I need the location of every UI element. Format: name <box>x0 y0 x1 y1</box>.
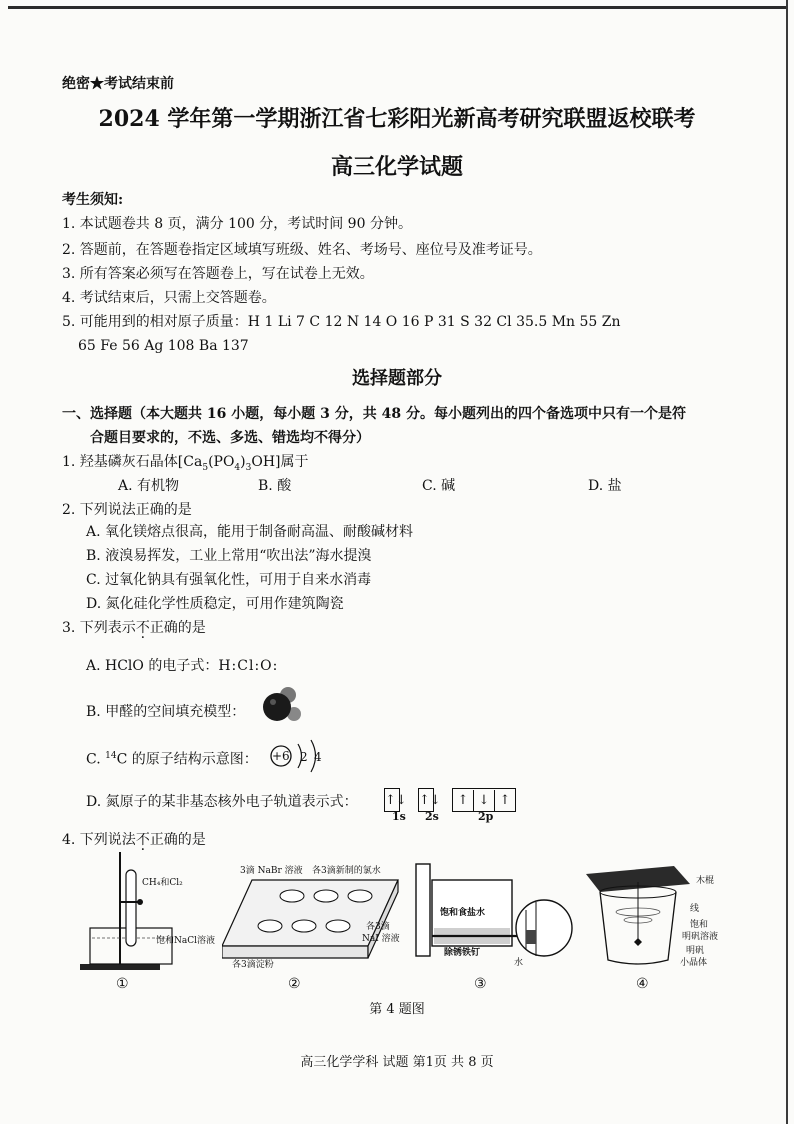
fig4-number: ④ <box>636 976 649 992</box>
fig2-label-e: 各3滴淀粉 <box>232 960 274 970</box>
q1-subscript: 3 <box>245 462 252 473</box>
notice-item: 65 Fe 56 Ag 108 Ba 137 <box>78 338 249 354</box>
q2-option-c: C. 过氧化钠具有强氧化性，可用于自来水消毒 <box>86 572 372 588</box>
q1-option-b: B. 酸 <box>258 478 292 494</box>
q3-stem <box>62 618 206 638</box>
orbital-2s <box>418 788 441 812</box>
fig3-label-b: 除锈铁钉 <box>444 948 481 958</box>
hclo-electron-formula: H:Cl:O: <box>218 658 279 674</box>
fig2-label-a: 3滴 NaBr 溶液 <box>240 866 303 876</box>
scan-edge-top <box>8 6 786 9</box>
q1-stem-part: 1. 羟基磷灰石晶体[Ca <box>62 454 203 470</box>
orbital-2p <box>452 788 516 812</box>
q3-option-c-text: C. <box>86 751 106 768</box>
q1-subscript: 4 <box>234 462 241 473</box>
q4-stem <box>62 830 206 850</box>
q1-stem-part: (PO <box>208 454 235 470</box>
section-instruction-cont: 合题目要求的，不选、多选、错选均不得分） <box>90 430 370 446</box>
fig1-label-gas: CH₄和Cl₂ <box>142 878 183 888</box>
q3-option-a <box>86 656 278 676</box>
q3-option-c-text: C 的原子结构示意图： <box>116 751 258 768</box>
q1-stem-part: OH]属于 <box>251 454 309 470</box>
q1-option-d: D. 盐 <box>588 478 622 494</box>
orbital-arrows: ↑ <box>453 790 474 812</box>
fig1-apparatus-icon <box>76 852 216 974</box>
fig2-label-c: 各3滴 <box>366 922 390 932</box>
q2-option-d: D. 氮化硅化学性质稳定，可用作建筑陶瓷 <box>86 596 344 612</box>
fig1-label-liquid: 饱和NaCl溶液 <box>156 936 216 946</box>
fig3-label-c: 水 <box>514 958 524 968</box>
notice-item: 5. 可能用到的相对原子质量：H 1 Li 7 C 12 N 14 O 16 P 31 S 32 Cl 35.5 Mn 55 Zn <box>62 314 621 330</box>
q4-stem-part: 4. 下列说法 <box>62 832 136 848</box>
orbital-arrows: ↑ <box>499 793 511 808</box>
notice-item: 4. 考试结束后，只需上交答题卷。 <box>62 290 276 306</box>
fig2-spot-plate-icon <box>222 874 402 966</box>
q3-option-a-text: A. HClO 的电子式： <box>86 658 219 674</box>
notice-item: 2. 答题前，在答题卷指定区域填写班级、姓名、考场号、座位号及准考证号。 <box>62 242 542 258</box>
q1-option-c: C. 碱 <box>422 478 456 494</box>
q4-emphasis: 不 <box>135 832 150 848</box>
q2-stem: 2. 下列说法正确的是 <box>62 502 192 518</box>
q2-option-b: B. 液溴易挥发，工业上常用“吹出法”海水提溴 <box>86 548 372 564</box>
fig2-number: ② <box>288 976 301 992</box>
shell-2-electrons: 4 <box>314 750 322 764</box>
fig2-label-b: 各3滴新制的氯水 <box>312 866 381 876</box>
exam-title: 2024 学年第一学期浙江省七彩阳光新高考研究联盟返校联考 <box>98 106 696 132</box>
fig2-label-d: NaI 溶液 <box>362 934 400 944</box>
q3-stem-part: 3. 下列表示 <box>62 620 136 636</box>
confidential-mark: 绝密★考试结束前 <box>62 76 174 92</box>
notice-heading: 考生须知: <box>62 192 124 208</box>
nucleus-charge: +6 <box>272 749 290 763</box>
notice-item: 3. 所有答案必须写在答题卷上，写在试卷上无效。 <box>62 266 374 282</box>
orbital-arrows: ↓ <box>474 790 495 812</box>
fig3-label-a: 饱和食盐水 <box>440 908 486 918</box>
fig4-label-a: 木棍 <box>696 876 715 886</box>
q1-subscript: 5 <box>202 462 209 473</box>
q3-option-d-text: D. 氮原子的某非基态核外电子轨道表示式： <box>86 794 358 810</box>
q3-option-b-text: B. 甲醛的空间填充模型： <box>86 704 246 720</box>
orbital-arrows: ↑↓ <box>419 793 441 808</box>
q1-option-a: A. 有机物 <box>118 478 180 494</box>
q1-stem <box>62 452 309 478</box>
page-footer: 高三化学学科 试题 第1页 共 8 页 <box>300 1055 494 1070</box>
q3-emphasis: 不 <box>135 620 150 636</box>
fig4-label-b: 线 <box>690 904 700 914</box>
mass-number: 14 <box>105 751 117 761</box>
fig4-label-c: 饱和 <box>690 920 709 930</box>
figure-caption: 第 4 题图 <box>369 1002 425 1017</box>
orbital-1s <box>384 788 407 812</box>
notice-item: 1. 本试题卷共 8 页，满分 100 分，考试时间 90 分钟。 <box>62 216 412 232</box>
exam-subtitle: 高三化学试题 <box>330 154 463 180</box>
orbital-label: 1s <box>392 810 406 823</box>
fig3-apparatus-icon <box>414 860 574 970</box>
section-title: 选择题部分 <box>352 368 442 389</box>
fig4-crystal-beaker-icon <box>578 862 698 970</box>
q1-stem-part: ) <box>240 454 246 470</box>
fig4-label-e: 明矾 <box>686 946 705 956</box>
orbital-arrows: ↑↓ <box>385 793 407 808</box>
q3-option-c <box>86 746 258 770</box>
orbital-label: 2p <box>478 810 494 823</box>
q2-option-a: A. 氧化镁熔点很高，能用于制备耐高温、耐酸碱材料 <box>86 524 414 540</box>
q4-stem-part: 正确的是 <box>149 832 206 848</box>
q3-stem-part: 正确的是 <box>149 620 206 636</box>
fig3-number: ③ <box>474 976 487 992</box>
section-instruction: 一、选择题（本大题共 16 小题，每小题 3 分，共 48 分。每小题列出的四个备选项中只有一个是符 <box>62 406 686 422</box>
orbital-label: 2s <box>425 810 439 823</box>
fig1-number: ① <box>116 976 129 992</box>
fig4-label-d: 明矾溶液 <box>682 932 719 942</box>
fig4-label-f: 小晶体 <box>680 958 708 968</box>
shell-1-electrons: 2 <box>300 750 308 764</box>
formaldehyde-model-icon <box>258 686 306 726</box>
